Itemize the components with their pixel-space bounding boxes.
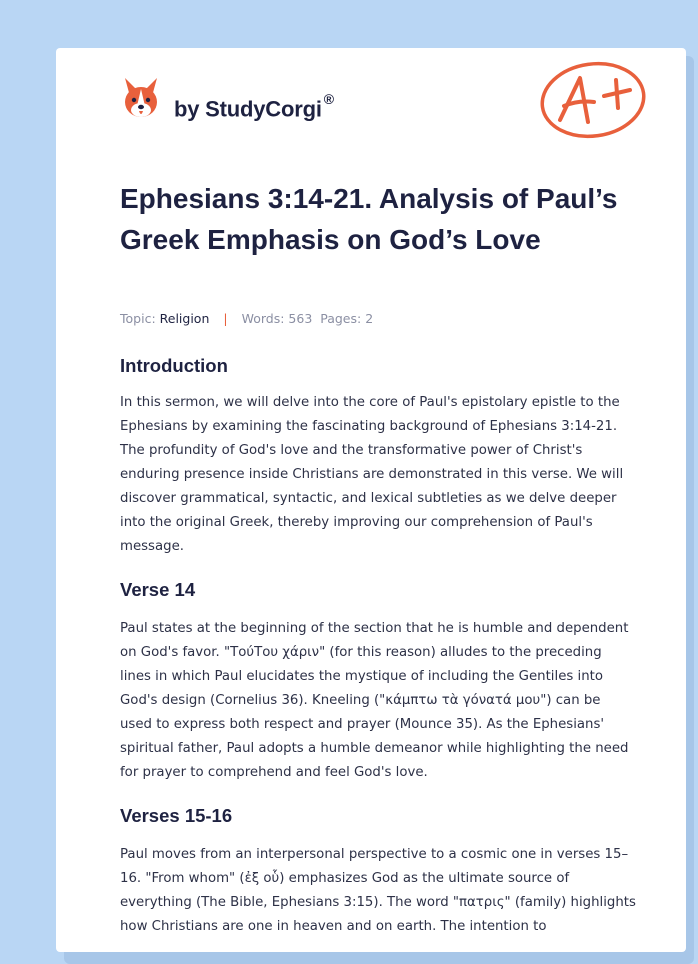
section-body-verses-15-16: Paul moves from an interpersonal perspective to a cosmic one in verses 15–16. "From whom" (ἐξ οὗ) emphasizes God as the ultimate source of everything (The Bible, Ephesians 3:15). The word "πατρις" (family) highlights how Christians are one in heaven and on earth. The intention to [120,847,636,934]
document-title: Ephesians 3:14-21. Analysis of Paul’s Greek Emphasis on God’s Love [120,183,618,255]
document-page [56,48,686,952]
document-content [120,353,636,939]
corgi-logo-icon [122,76,160,120]
section-heading-introduction: Introduction [120,355,228,376]
section-body-verse-14: Paul states at the beginning of the section that he is humble and dependent on God's favor. "ΤούΤου χάριν" (for this reason) alludes to the preceding lines in which Paul elucidates the mystique of including the Gentiles into God's design (Cornelius 36). Kneeling ("κάμπτω τὰ γόνατά μου") can be used to express both respect and prayer (Mounce 35). As the Ephesians' spiritual father, Paul adopts a humble demeanor while highlighting the need for prayer to comprehend and feel God's love. [120,621,629,780]
section-heading-verse-14: Verse 14 [120,579,196,600]
meta-separator: | [223,311,228,326]
words-label: Words: [241,311,285,326]
pages-value: 2 [365,311,374,326]
section-heading-verses-15-16: Verses 15-16 [120,805,233,826]
pages-label: Pages: [320,311,362,326]
a-plus-grade-icon [538,60,648,140]
brand-text: by StudyCorgi [174,96,322,122]
section-body-introduction: In this sermon, we will delve into the core of Paul's epistolary epistle to the Ephesians by examining the fascinating background of Ephesians 3:14-21. The profundity of God's love and the transformative power of Christ's enduring presence inside Christians are demonstrated in this verse. We will discover grammatical, syntactic, and lexical subtleties as we delve deeper into the original Greek, thereby improving our comprehension of Paul's message. [120,395,624,554]
registered-mark: ® [323,91,334,107]
header [56,48,686,148]
document-meta [120,311,373,326]
words-value: 563 [288,311,313,326]
topic-label: Topic: [120,311,156,326]
topic-link[interactable]: Religion [159,311,210,326]
brand-name[interactable] [174,91,334,122]
